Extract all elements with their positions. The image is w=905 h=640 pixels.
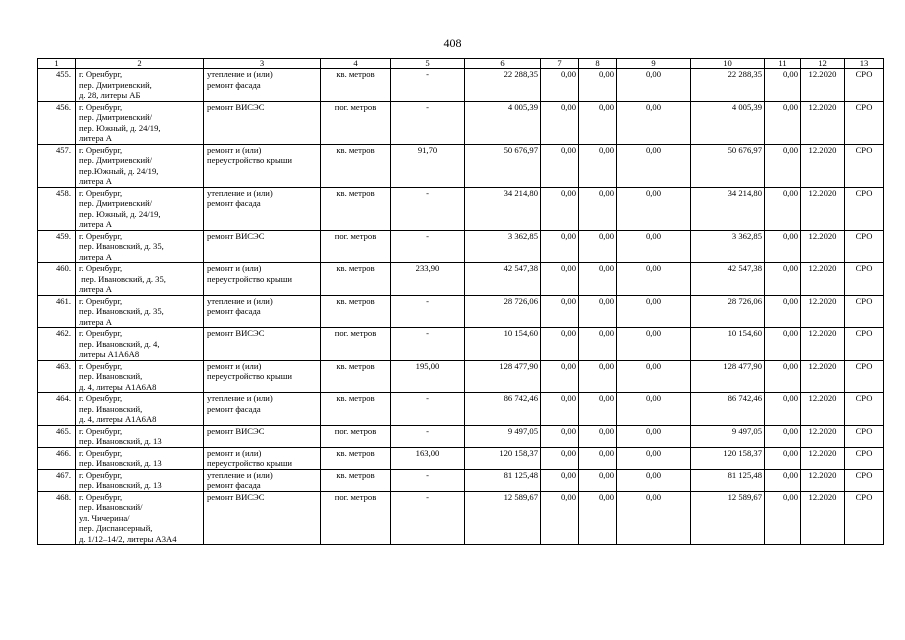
column-header: 7	[541, 59, 579, 69]
work-type-cell-line: утепление и (или)	[207, 295, 273, 306]
work-type-cell	[204, 328, 321, 361]
unit-cell: пог. метров	[321, 491, 391, 545]
address-cell-line: д. 28, литеры АБ	[79, 90, 141, 100]
value-cell-11: 0,00	[765, 187, 801, 230]
value-cell-10: 4 005,39	[691, 101, 765, 144]
work-type-cell	[204, 491, 321, 545]
value-cell-8: 0,00	[579, 69, 617, 102]
column-header: 8	[579, 59, 617, 69]
deadline-cell: 12.2020	[801, 328, 845, 361]
deadline-cell: 12.2020	[801, 144, 845, 187]
value-cell-9: 0,00	[617, 469, 691, 491]
address-cell-line: пер. Южный, д. 24/19,	[79, 208, 161, 219]
quantity-cell: -	[391, 101, 465, 144]
work-type-cell-line: ремонт и (или)	[207, 144, 262, 155]
deadline-cell: 12.2020	[801, 469, 845, 491]
deadline-cell: 12.2020	[801, 230, 845, 263]
quantity-cell: -	[391, 425, 465, 447]
address-cell	[76, 447, 204, 469]
unit-cell: кв. метров	[321, 69, 391, 102]
table-row	[38, 447, 884, 469]
value-cell-8: 0,00	[579, 187, 617, 230]
unit-cell: кв. метров	[321, 360, 391, 393]
value-cell-9: 0,00	[617, 360, 691, 393]
quantity-cell: -	[391, 187, 465, 230]
value-cell-10: 9 497,05	[691, 425, 765, 447]
work-type-cell	[204, 187, 321, 230]
address-cell-line: пер. Дмитриевский/	[79, 155, 153, 165]
column-header: 4	[321, 59, 391, 69]
address-cell-line: пер. Дмитриевский,	[79, 79, 152, 90]
work-type-cell	[204, 144, 321, 187]
value-cell-11: 0,00	[765, 425, 801, 447]
value-cell-10: 28 726,06	[691, 295, 765, 328]
total-cost-cell: 42 547,38	[465, 263, 541, 296]
value-cell-7: 0,00	[541, 230, 579, 263]
column-header: 6	[465, 59, 541, 69]
value-cell-11: 0,00	[765, 491, 801, 545]
address-cell	[76, 69, 204, 102]
quantity-cell: 195,00	[391, 360, 465, 393]
row-number-cell: 468.	[38, 491, 76, 545]
address-cell	[76, 491, 204, 545]
unit-cell: кв. метров	[321, 144, 391, 187]
value-cell-7: 0,00	[541, 144, 579, 187]
value-cell-11: 0,00	[765, 101, 801, 144]
value-cell-9: 0,00	[617, 328, 691, 361]
address-cell-line: пер. Дмитриевский/	[79, 198, 153, 208]
address-cell-line: пер. Ивановский/	[79, 502, 143, 512]
deadline-cell: 12.2020	[801, 263, 845, 296]
work-type-cell	[204, 469, 321, 491]
address-cell	[76, 328, 204, 361]
work-type-cell-line: ремонт ВИСЭС	[207, 101, 265, 112]
row-number-cell: 459.	[38, 230, 76, 263]
deadline-cell: 12.2020	[801, 69, 845, 102]
total-cost-cell: 86 742,46	[465, 393, 541, 426]
address-cell-line: пер. Ивановский, д. 35,	[79, 306, 164, 316]
total-cost-cell: 28 726,06	[465, 295, 541, 328]
address-cell-line: пер.Южный, д. 24/19,	[79, 165, 159, 176]
value-cell-9: 0,00	[617, 263, 691, 296]
column-header: 10	[691, 59, 765, 69]
work-type-cell-line: утепление и (или)	[207, 393, 273, 403]
work-type-cell-line: переустройство крыши	[207, 458, 292, 468]
table-row	[38, 469, 884, 491]
address-cell-line: г. Оренбург,	[79, 295, 123, 306]
row-number-cell: 465.	[38, 425, 76, 447]
address-cell-line: литера А	[79, 133, 112, 143]
address-cell	[76, 393, 204, 426]
source-cell: СРО	[845, 295, 884, 328]
value-cell-9: 0,00	[617, 491, 691, 545]
total-cost-cell: 34 214,80	[465, 187, 541, 230]
value-cell-9: 0,00	[617, 393, 691, 426]
value-cell-8: 0,00	[579, 393, 617, 426]
address-cell-line: литера А	[79, 251, 112, 262]
address-cell-line: г. Оренбург,	[79, 360, 123, 371]
total-cost-cell: 12 589,67	[465, 491, 541, 545]
table-row	[38, 393, 884, 426]
value-cell-8: 0,00	[579, 328, 617, 361]
total-cost-cell: 10 154,60	[465, 328, 541, 361]
value-cell-9: 0,00	[617, 101, 691, 144]
address-cell-line: пер. Ивановский,	[79, 403, 143, 414]
work-type-cell-line: ремонт и (или)	[207, 263, 262, 273]
value-cell-10: 86 742,46	[691, 393, 765, 426]
address-cell-line: пер. Ивановский, д. 35,	[79, 241, 164, 251]
total-cost-cell: 22 288,35	[465, 69, 541, 102]
row-number-cell: 467.	[38, 469, 76, 491]
address-cell	[76, 230, 204, 263]
quantity-cell: -	[391, 328, 465, 361]
unit-cell: пог. метров	[321, 230, 391, 263]
deadline-cell: 12.2020	[801, 425, 845, 447]
value-cell-10: 81 125,48	[691, 469, 765, 491]
value-cell-9: 0,00	[617, 295, 691, 328]
value-cell-11: 0,00	[765, 295, 801, 328]
column-header: 12	[801, 59, 845, 69]
work-type-cell-line: утепление и (или)	[207, 469, 273, 480]
work-type-cell-line: ремонт фасада	[207, 480, 261, 490]
value-cell-10: 120 158,37	[691, 447, 765, 469]
value-cell-8: 0,00	[579, 360, 617, 393]
value-cell-7: 0,00	[541, 295, 579, 328]
address-cell-line: пер. Дмитриевский/	[79, 112, 153, 122]
source-cell: СРО	[845, 393, 884, 426]
source-cell: СРО	[845, 101, 884, 144]
table-row	[38, 101, 884, 144]
work-type-cell	[204, 295, 321, 328]
total-cost-cell: 50 676,97	[465, 144, 541, 187]
column-header: 13	[845, 59, 884, 69]
value-cell-11: 0,00	[765, 447, 801, 469]
table-body	[38, 69, 884, 545]
value-cell-11: 0,00	[765, 393, 801, 426]
column-header: 5	[391, 59, 465, 69]
deadline-cell: 12.2020	[801, 447, 845, 469]
address-cell-line: литера А	[79, 284, 112, 294]
table-row	[38, 69, 884, 102]
work-type-cell-line: переустройство крыши	[207, 273, 292, 284]
total-cost-cell: 128 477,90	[465, 360, 541, 393]
value-cell-8: 0,00	[579, 101, 617, 144]
value-cell-9: 0,00	[617, 425, 691, 447]
unit-cell: кв. метров	[321, 393, 391, 426]
value-cell-10: 12 589,67	[691, 491, 765, 545]
value-cell-11: 0,00	[765, 328, 801, 361]
value-cell-9: 0,00	[617, 230, 691, 263]
value-cell-9: 0,00	[617, 69, 691, 102]
address-cell-line: г. Оренбург,	[79, 491, 123, 502]
source-cell: СРО	[845, 263, 884, 296]
value-cell-8: 0,00	[579, 469, 617, 491]
table-row	[38, 230, 884, 263]
row-number-cell: 455.	[38, 69, 76, 102]
column-number-header	[38, 59, 884, 69]
value-cell-8: 0,00	[579, 447, 617, 469]
unit-cell: кв. метров	[321, 263, 391, 296]
page-number: 408	[443, 36, 462, 50]
value-cell-7: 0,00	[541, 263, 579, 296]
table-row	[38, 263, 884, 296]
quantity-cell: -	[391, 469, 465, 491]
value-cell-7: 0,00	[541, 491, 579, 545]
address-cell-line: г. Оренбург,	[79, 447, 123, 458]
work-type-cell-line: ремонт ВИСЭС	[207, 230, 265, 241]
work-type-cell-line: ремонт фасада	[207, 79, 261, 90]
address-cell	[76, 425, 204, 447]
address-cell-line: г. Оренбург,	[79, 263, 123, 273]
total-cost-cell: 4 005,39	[465, 101, 541, 144]
address-cell-line: пер. Ивановский, д. 4,	[79, 338, 160, 349]
address-cell-line: пер. Ивановский, д. 13	[79, 436, 162, 446]
value-cell-10: 128 477,90	[691, 360, 765, 393]
source-cell: СРО	[845, 187, 884, 230]
work-type-cell-line: ремонт и (или)	[207, 447, 262, 458]
source-cell: СРО	[845, 425, 884, 447]
address-cell-line: ул. Чичерина/	[79, 512, 130, 523]
work-type-cell-line: ремонт фасада	[207, 306, 261, 316]
work-type-cell	[204, 393, 321, 426]
row-number-cell: 461.	[38, 295, 76, 328]
address-cell	[76, 469, 204, 491]
deadline-cell: 12.2020	[801, 101, 845, 144]
value-cell-11: 0,00	[765, 360, 801, 393]
address-cell-line: пер. Диспансерный,	[79, 523, 153, 533]
value-cell-8: 0,00	[579, 295, 617, 328]
address-cell-line: г. Оренбург,	[79, 328, 123, 338]
address-cell-line: г. Оренбург,	[79, 69, 123, 79]
value-cell-8: 0,00	[579, 144, 617, 187]
row-number-cell: 456.	[38, 101, 76, 144]
work-type-cell-line: ремонт ВИСЭС	[207, 425, 265, 436]
address-cell-line: литеры А1А6А8	[79, 349, 140, 359]
value-cell-11: 0,00	[765, 69, 801, 102]
work-type-cell	[204, 101, 321, 144]
value-cell-7: 0,00	[541, 360, 579, 393]
value-cell-7: 0,00	[541, 469, 579, 491]
deadline-cell: 12.2020	[801, 187, 845, 230]
work-type-cell	[204, 69, 321, 102]
value-cell-7: 0,00	[541, 393, 579, 426]
total-cost-cell: 120 158,37	[465, 447, 541, 469]
value-cell-9: 0,00	[617, 187, 691, 230]
unit-cell: кв. метров	[321, 187, 391, 230]
quantity-cell: -	[391, 393, 465, 426]
row-number-cell: 460.	[38, 263, 76, 296]
address-cell	[76, 295, 204, 328]
value-cell-11: 0,00	[765, 469, 801, 491]
source-cell: СРО	[845, 144, 884, 187]
work-type-cell-line: ремонт и (или)	[207, 360, 262, 371]
value-cell-10: 10 154,60	[691, 328, 765, 361]
register-table	[37, 58, 884, 545]
source-cell: СРО	[845, 447, 884, 469]
address-cell-line: г. Оренбург,	[79, 101, 123, 112]
table-row	[38, 144, 884, 187]
work-type-cell	[204, 360, 321, 393]
quantity-cell: -	[391, 69, 465, 102]
address-cell	[76, 360, 204, 393]
address-cell-line: г. Оренбург,	[79, 393, 123, 403]
quantity-cell: -	[391, 491, 465, 545]
address-cell-line: пер. Ивановский, д. 35,	[79, 273, 166, 284]
address-cell-line: пер. Ивановский,	[79, 371, 143, 381]
value-cell-7: 0,00	[541, 447, 579, 469]
work-type-cell-line: ремонт ВИСЭС	[207, 491, 265, 502]
value-cell-11: 0,00	[765, 263, 801, 296]
source-cell: СРО	[845, 491, 884, 545]
total-cost-cell: 9 497,05	[465, 425, 541, 447]
work-type-cell-line: утепление и (или)	[207, 69, 273, 79]
work-type-cell	[204, 447, 321, 469]
address-cell-line: литера А	[79, 316, 112, 327]
source-cell: СРО	[845, 230, 884, 263]
address-cell	[76, 101, 204, 144]
value-cell-11: 0,00	[765, 230, 801, 263]
table-row	[38, 295, 884, 328]
column-header: 9	[617, 59, 691, 69]
column-header: 11	[765, 59, 801, 69]
value-cell-7: 0,00	[541, 328, 579, 361]
address-cell-line: г. Оренбург,	[79, 144, 123, 155]
address-cell-line: пер. Южный, д. 24/19,	[79, 122, 161, 133]
value-cell-10: 3 362,85	[691, 230, 765, 263]
value-cell-8: 0,00	[579, 263, 617, 296]
deadline-cell: 12.2020	[801, 295, 845, 328]
work-type-cell	[204, 230, 321, 263]
deadline-cell: 12.2020	[801, 491, 845, 545]
table-row	[38, 360, 884, 393]
column-header: 1	[38, 59, 76, 69]
value-cell-8: 0,00	[579, 230, 617, 263]
address-cell-line: пер. Ивановский, д. 13	[79, 480, 162, 490]
value-cell-7: 0,00	[541, 101, 579, 144]
deadline-cell: 12.2020	[801, 360, 845, 393]
value-cell-7: 0,00	[541, 425, 579, 447]
row-number-cell: 463.	[38, 360, 76, 393]
work-type-cell-line: ремонт фасада	[207, 403, 261, 414]
unit-cell: пог. метров	[321, 101, 391, 144]
quantity-cell: 91,70	[391, 144, 465, 187]
address-cell-line: г. Оренбург,	[79, 230, 123, 241]
address-cell-line: г. Оренбург,	[79, 469, 123, 480]
address-cell	[76, 187, 204, 230]
value-cell-7: 0,00	[541, 69, 579, 102]
quantity-cell: 163,00	[391, 447, 465, 469]
address-cell-line: г. Оренбург,	[79, 425, 123, 436]
value-cell-10: 34 214,80	[691, 187, 765, 230]
address-cell-line: литера А	[79, 176, 112, 186]
total-cost-cell: 81 125,48	[465, 469, 541, 491]
value-cell-10: 22 288,35	[691, 69, 765, 102]
address-cell	[76, 144, 204, 187]
address-cell	[76, 263, 204, 296]
address-cell-line: д. 1/12–14/2, литеры А3А4	[79, 533, 177, 544]
unit-cell: кв. метров	[321, 469, 391, 491]
address-cell-line: д. 4, литеры А1А6А8	[79, 414, 157, 424]
table-row	[38, 328, 884, 361]
row-number-cell: 458.	[38, 187, 76, 230]
value-cell-10: 42 547,38	[691, 263, 765, 296]
quantity-cell: -	[391, 230, 465, 263]
work-type-cell-line: ремонт фасада	[207, 198, 261, 208]
column-header: 3	[204, 59, 321, 69]
table-row	[38, 491, 884, 545]
address-cell-line: д. 4, литеры А1А6А8	[79, 381, 157, 392]
table-row	[38, 425, 884, 447]
work-type-cell-line: переустройство крыши	[207, 155, 292, 165]
work-type-cell-line: переустройство крыши	[207, 371, 292, 381]
work-type-cell	[204, 425, 321, 447]
address-cell-line: пер. Ивановский, д. 13	[79, 458, 162, 468]
source-cell: СРО	[845, 328, 884, 361]
value-cell-7: 0,00	[541, 187, 579, 230]
total-cost-cell: 3 362,85	[465, 230, 541, 263]
work-type-cell-line: ремонт ВИСЭС	[207, 328, 265, 338]
source-cell: СРО	[845, 360, 884, 393]
value-cell-8: 0,00	[579, 491, 617, 545]
work-type-cell-line: утепление и (или)	[207, 187, 273, 198]
work-type-cell	[204, 263, 321, 296]
unit-cell: кв. метров	[321, 295, 391, 328]
column-header: 2	[76, 59, 204, 69]
source-cell: СРО	[845, 469, 884, 491]
row-number-cell: 462.	[38, 328, 76, 361]
address-cell-line: г. Оренбург,	[79, 187, 123, 198]
table-row	[38, 187, 884, 230]
row-number-cell: 466.	[38, 447, 76, 469]
value-cell-11: 0,00	[765, 144, 801, 187]
value-cell-9: 0,00	[617, 144, 691, 187]
unit-cell: пог. метров	[321, 328, 391, 361]
address-cell-line: литера А	[79, 219, 112, 229]
row-number-cell: 457.	[38, 144, 76, 187]
value-cell-10: 50 676,97	[691, 144, 765, 187]
unit-cell: кв. метров	[321, 447, 391, 469]
value-cell-9: 0,00	[617, 447, 691, 469]
quantity-cell: -	[391, 295, 465, 328]
quantity-cell: 233,90	[391, 263, 465, 296]
value-cell-8: 0,00	[579, 425, 617, 447]
deadline-cell: 12.2020	[801, 393, 845, 426]
source-cell: СРО	[845, 69, 884, 102]
unit-cell: пог. метров	[321, 425, 391, 447]
row-number-cell: 464.	[38, 393, 76, 426]
